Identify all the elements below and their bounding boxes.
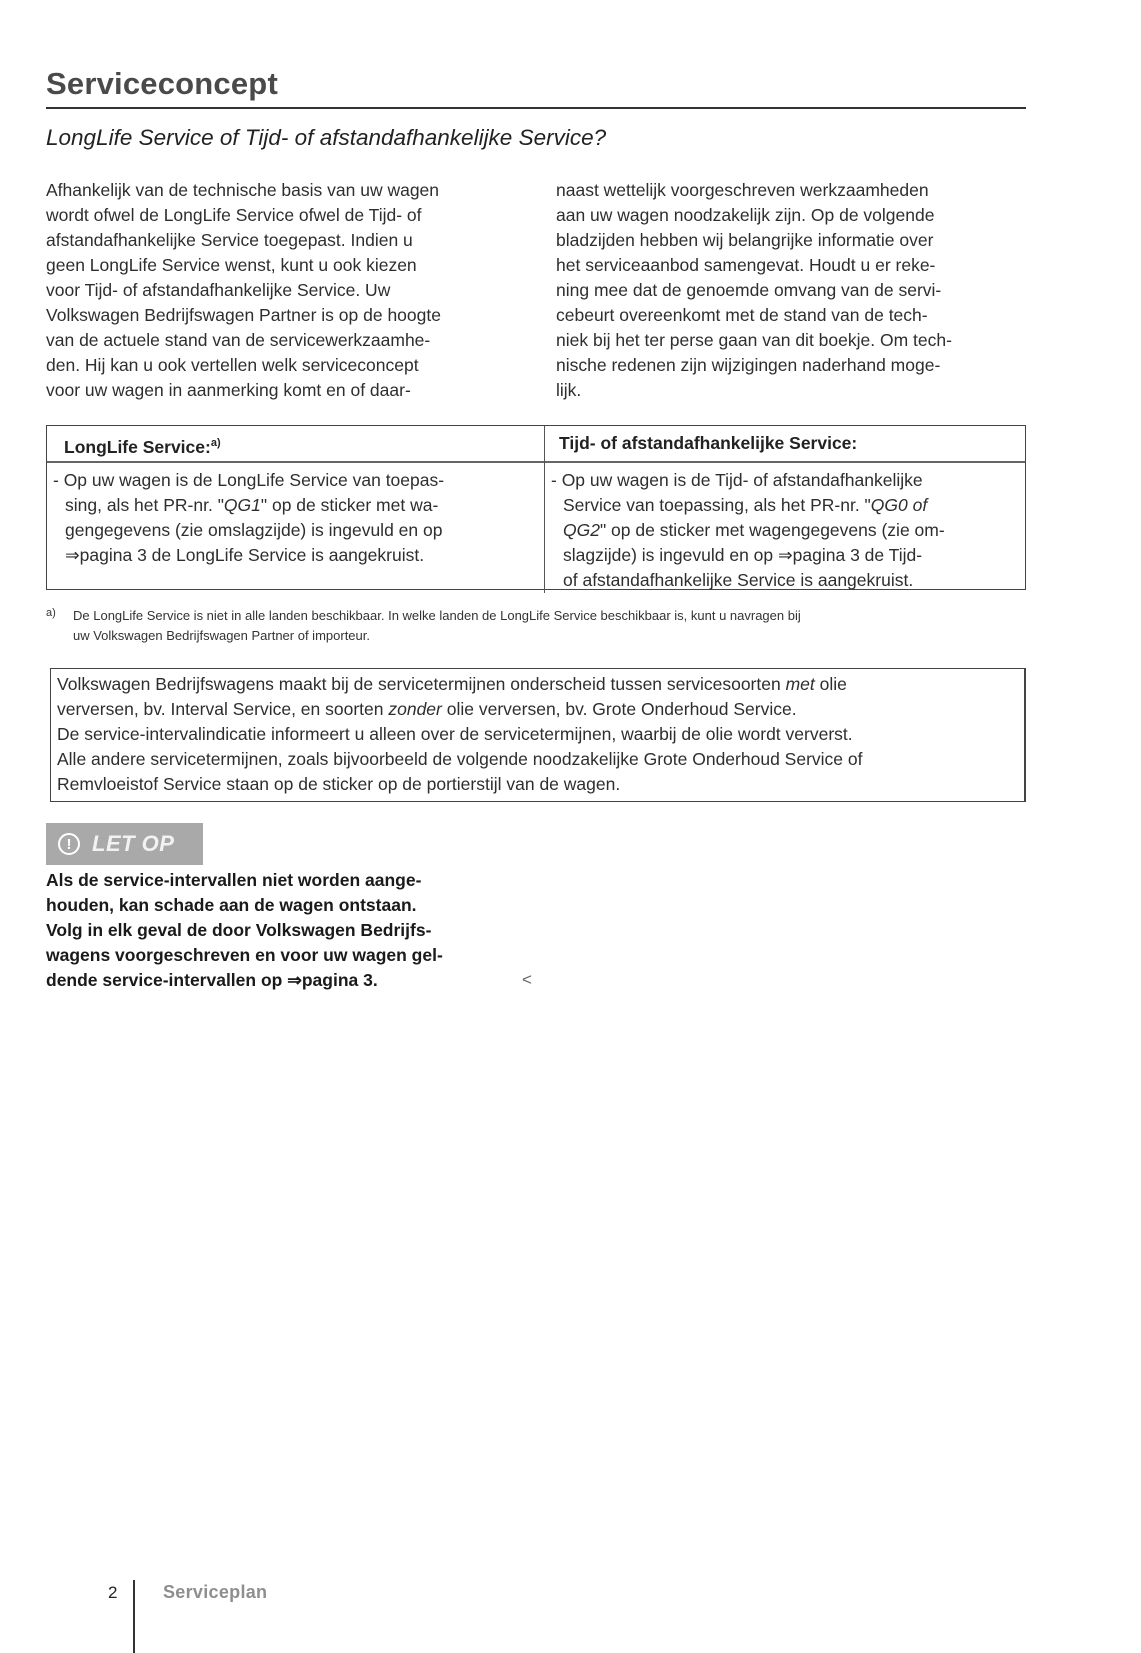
- page-reference: slagzijde) is ingevuld en op ⇒pagina 3 de Tijd-: [563, 545, 923, 565]
- text-line: Volkswagen Bedrijfswagen Partner is op de hoogte: [46, 305, 441, 325]
- longlife-service-cell: [47, 426, 545, 593]
- text-line: ning mee dat de genoemde omvang van de servi-: [556, 280, 942, 300]
- warning-text: Als de service-intervallen niet worden aange- houden, kan schade aan de wagen ontstaan. Volg in elk geval de door Volkswagen Bedrijfs- wagens voorgeschreven en voor uw wagen gel- dende service-intervallen op ⇒pagina 3.: [46, 868, 546, 993]
- time-distance-service-description: - Op uw wagen is de Tijd- of afstandafhankelijke Service van toepassing, als het PR-nr. "QG0 of QG2" op de sticker met wagengegevens (zie om- slagzijde) is ingevuld en op ⇒pagina 3 de Tijd- of afstandafhankelijke Service is aangekruist.: [545, 463, 1025, 593]
- text-line: wordt ofwel de LongLife Service ofwel de Tijd- of: [46, 205, 422, 225]
- footnote-mark: a): [46, 607, 56, 619]
- section-subtitle: LongLife Service of Tijd- of afstandafhankelijke Service?: [46, 125, 607, 150]
- oil-service-info-box: Volkswagen Bedrijfswagens maakt bij de servicetermijnen onderscheid tussen servicesoorten met olie verversen, bv. Interval Service, en soorten zonder olie verversen, bv. Grote Onderhoud Service. De service-intervalindicatie informeert u alleen over de servicetermijnen, waarbij de olie wordt ververst. Alle andere servicetermijnen, zoals bijvoorbeeld de volgende noodzakelijke Grote Onderhoud Service of Remvloeistof Service staan op de sticker op de portierstijl van de wagen.: [50, 668, 1026, 802]
- longlife-service-heading: LongLife Service:$^{a)}$: [47, 426, 544, 463]
- pr-code: QG1: [223, 495, 261, 515]
- intro-column-left: [46, 178, 526, 403]
- text-line: voor Tijd- of afstandafhankelijke Service. Uw: [46, 280, 391, 300]
- text-line: aan uw wagen noodzakelijk zijn. Op de volgende: [556, 205, 935, 225]
- page-reference: dende service-intervallen op ⇒pagina 3.: [46, 970, 378, 990]
- intro-column-right: [556, 178, 1031, 403]
- page-reference: ⇒pagina 3 de LongLife Service is aangekruist.: [65, 545, 425, 565]
- footer-section-name: Serviceplan: [163, 1582, 268, 1602]
- page-number: 2: [108, 1583, 118, 1602]
- page-title: Serviceconcept: [46, 66, 278, 101]
- time-distance-service-cell: [545, 426, 1025, 593]
- warning-label: LET OP: [92, 831, 175, 856]
- text-line: Afhankelijk van de technische basis van uw wagen: [46, 180, 440, 200]
- text-line: lijk.: [556, 380, 582, 400]
- text-line: niek bij het ter perse gaan van dit boekje. Om tech-: [556, 330, 952, 350]
- text-line: naast wettelijk voorgeschreven werkzaamheden: [556, 180, 929, 200]
- longlife-service-description: - Op uw wagen is de LongLife Service van toepas- sing, als het PR-nr. "QG1" op de sticker met wa- gengegevens (zie omslagzijde) is ingevuld en op ⇒pagina 3 de LongLife Service is aangekruist.: [47, 463, 544, 568]
- text-line: geen LongLife Service wenst, kunt u ook kiezen: [46, 255, 417, 275]
- section-end-icon: <: [522, 970, 532, 989]
- exclamation-circle-icon: !: [58, 833, 80, 855]
- text-line: den. Hij kan u ook vertellen welk serviceconcept: [46, 355, 419, 375]
- time-distance-service-heading: Tijd- of afstandafhankelijke Service:: [545, 426, 1025, 463]
- title-divider: [46, 107, 1026, 109]
- pr-code: QG0 of: [870, 495, 928, 515]
- text-line: voor uw wagen in aanmerking komt en of daar-: [46, 380, 411, 400]
- warning-badge: [46, 823, 203, 865]
- footer-divider: [133, 1580, 135, 1653]
- text-line: van de actuele stand van de servicewerkzaamhe-: [46, 330, 431, 350]
- pr-code: QG2: [563, 520, 600, 540]
- text-line: het serviceaanbod samengevat. Houdt u er reke-: [556, 255, 936, 275]
- text-line: afstandafhankelijke Service toegepast. Indien u: [46, 230, 413, 250]
- footnote-ref: a): [210, 437, 221, 449]
- text-line: nische redenen zijn wijzigingen naderhand moge-: [556, 355, 941, 375]
- text-line: cebeurt overeenkomt met de stand van de tech-: [556, 305, 928, 325]
- service-comparison-table: [46, 425, 1026, 590]
- text-line: bladzijden hebben wij belangrijke informatie over: [556, 230, 934, 250]
